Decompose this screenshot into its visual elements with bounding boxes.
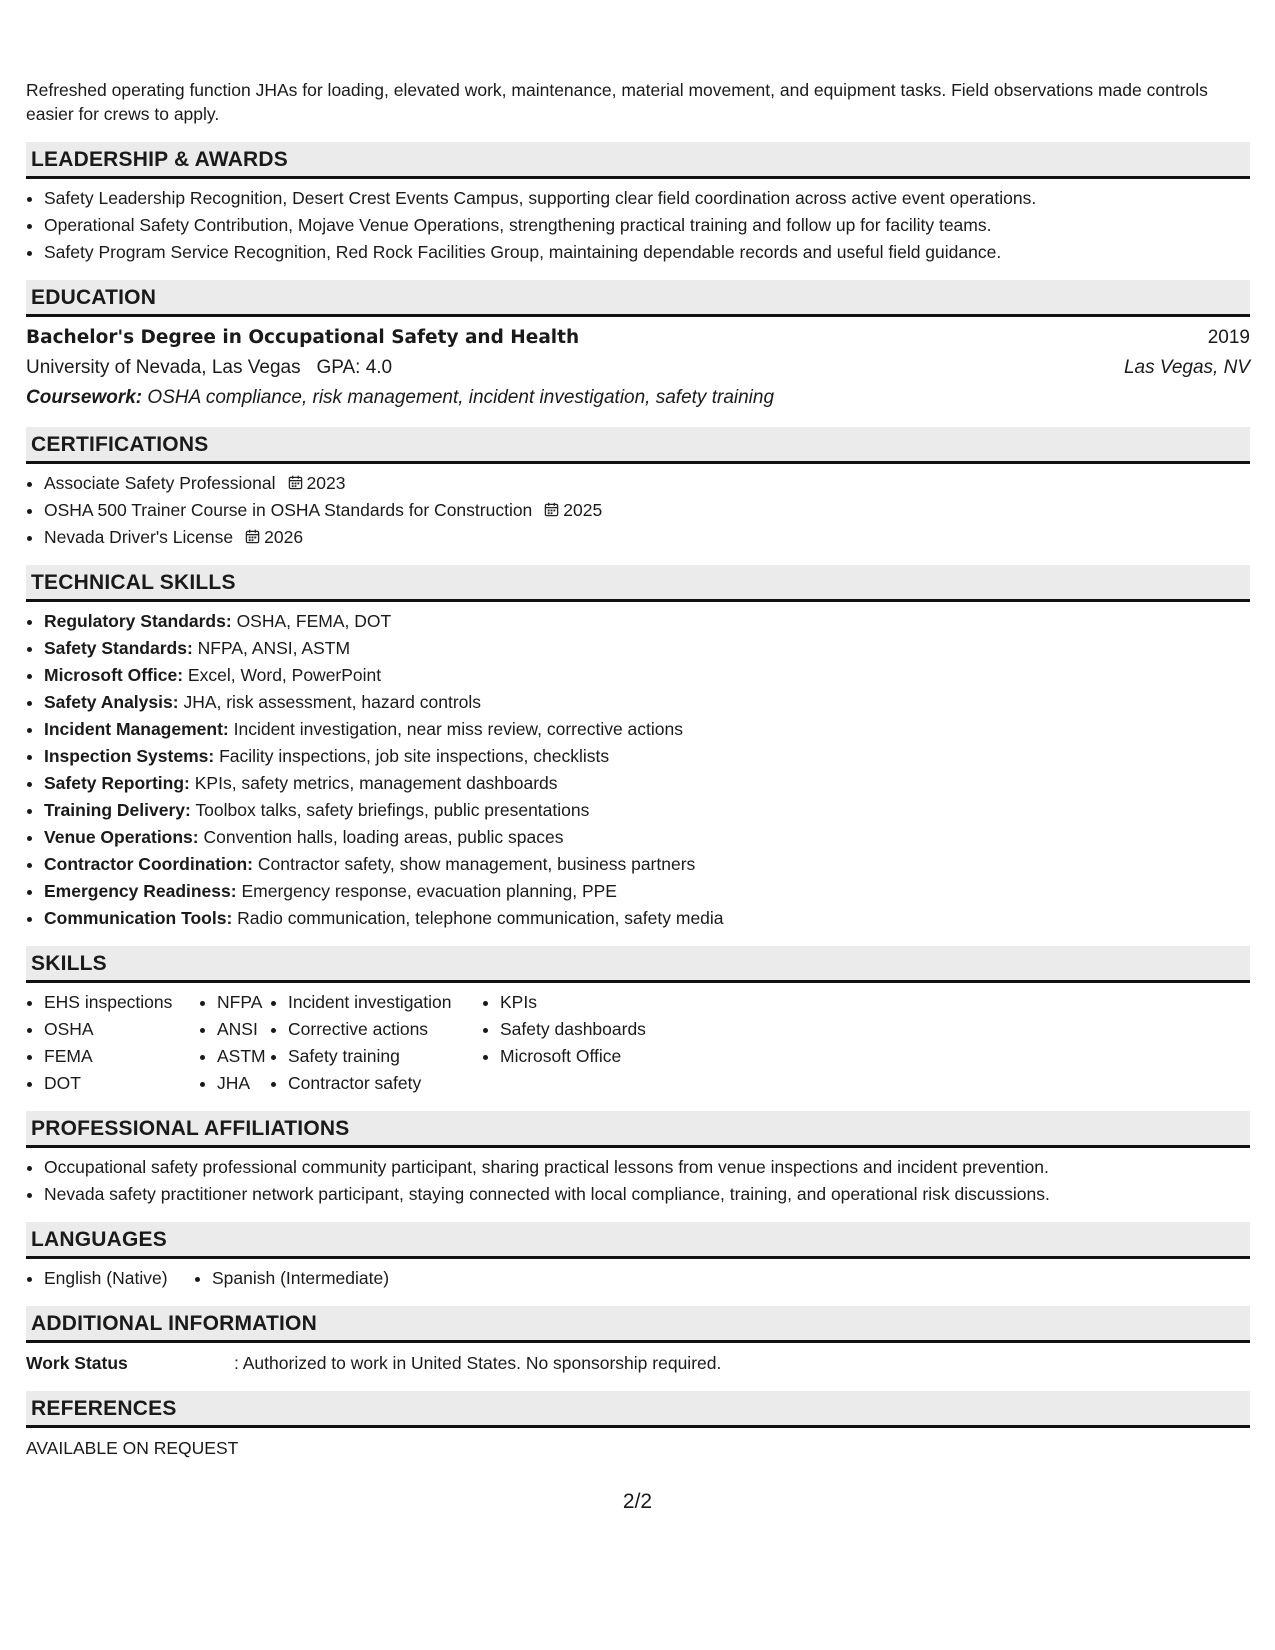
list-item: • Safety Leadership Recognition, Desert Crest Events Campus, supporting clear field coordination across active event operations. (44, 185, 1250, 212)
list-item: • ASTM (217, 1043, 270, 1070)
resume-page (26, 78, 1250, 1476)
skill-values: Toolbox talks, safety briefings, public presentations (195, 800, 590, 820)
technical-skills-list (26, 608, 1250, 932)
skill-category: Venue Operations: (44, 827, 199, 847)
certification-year: 2023 (306, 473, 346, 493)
list-item (44, 905, 1250, 932)
list-item: • FEMA (44, 1043, 199, 1070)
affiliations-list (26, 1154, 1250, 1208)
list-item: • Spanish (Intermediate) (212, 1265, 389, 1292)
list-item: • EHS inspections (44, 989, 199, 1016)
list-item (44, 770, 1250, 797)
coursework-text: OSHA compliance, risk management, incident investigation, safety training (147, 387, 775, 408)
skills-column (199, 989, 270, 1097)
list-item: • JHA (217, 1070, 270, 1097)
leadership-list (26, 185, 1250, 266)
skill-category: Safety Reporting: (44, 773, 190, 793)
section-heading: SKILLS (26, 946, 1250, 983)
skill-values: NFPA, ANSI, ASTM (197, 638, 351, 658)
skills-column (482, 989, 646, 1097)
degree-title: Bachelor's Degree in Occupational Safety and Health (26, 327, 580, 348)
calendar-icon (544, 502, 559, 517)
list-item: • Microsoft Office (500, 1043, 646, 1070)
skill-values: Excel, Word, PowerPoint (187, 665, 382, 685)
list-item (44, 635, 1250, 662)
certifications-list (26, 470, 1250, 551)
certification-year: 2025 (563, 500, 603, 520)
affiliations-section (26, 1111, 1250, 1208)
certification-name: OSHA 500 Trainer Course in OSHA Standards for Construction (44, 500, 533, 520)
school-name: University of Nevada, Las Vegas (26, 357, 301, 378)
skills-section (26, 946, 1250, 1097)
section-heading: PROFESSIONAL AFFILIATIONS (26, 1111, 1250, 1148)
skill-category: Inspection Systems: (44, 746, 215, 766)
skills-column (26, 989, 199, 1097)
certification-name: Nevada Driver's License (44, 527, 234, 547)
skills-column (270, 989, 482, 1097)
languages-column (194, 1265, 389, 1292)
skill-values: JHA, risk assessment, hazard controls (183, 692, 482, 712)
list-item (44, 497, 1250, 524)
skill-values: Convention halls, loading areas, public spaces (203, 827, 564, 847)
work-status-label: Work Status (26, 1353, 128, 1373)
skill-values: Facility inspections, job site inspections, checklists (219, 746, 610, 766)
list-item (44, 716, 1250, 743)
additional-info-section (26, 1306, 1250, 1377)
list-item (44, 608, 1250, 635)
education-degree-row (26, 323, 1250, 353)
school-location: Las Vegas, NV (1123, 357, 1250, 378)
education-section (26, 280, 1250, 413)
list-item: • Safety dashboards (500, 1016, 646, 1043)
intro-paragraph: Refreshed operating function JHAs for loading, elevated work, maintenance, material movement, and equipment tasks. Field observations made controls easier for crews to apply. (26, 80, 1208, 124)
skills-grid (26, 989, 1250, 1097)
languages-section (26, 1222, 1250, 1292)
section-heading: LANGUAGES (26, 1222, 1250, 1259)
list-item (44, 470, 1250, 497)
page-number: 2/2 (622, 1490, 653, 1513)
list-item (44, 662, 1250, 689)
coursework (26, 383, 774, 413)
skill-category: Microsoft Office: (44, 665, 184, 685)
skill-category: Emergency Readiness: (44, 881, 237, 901)
list-item: • DOT (44, 1070, 199, 1097)
section-heading: CERTIFICATIONS (26, 427, 1250, 464)
certification-year: 2026 (264, 527, 304, 547)
education-coursework-row (26, 383, 1250, 413)
list-item: • ANSI (217, 1016, 270, 1043)
section-heading: REFERENCES (26, 1391, 1250, 1428)
references-text: AVAILABLE ON REQUEST (26, 1438, 239, 1458)
list-item: • Safety training (288, 1043, 482, 1070)
list-item: • OSHA (44, 1016, 199, 1043)
certification-name: Associate Safety Professional (44, 473, 276, 493)
list-item: • Incident investigation (288, 989, 482, 1016)
leadership-section (26, 142, 1250, 266)
skill-category: Safety Standards: (44, 638, 193, 658)
list-item: • Operational Safety Contribution, Mojave Venue Operations, strengthening practical training and follow up for facility teams. (44, 212, 1250, 239)
skill-values: OSHA, FEMA, DOT (236, 611, 392, 631)
skill-values: KPIs, safety metrics, management dashboards (194, 773, 558, 793)
calendar-icon (245, 529, 260, 544)
coursework-label: Coursework: (26, 387, 143, 408)
skill-category: Regulatory Standards: (44, 611, 232, 631)
work-status-row (26, 1349, 1250, 1377)
gpa: GPA: 4.0 (316, 357, 393, 378)
skill-values: Incident investigation, near miss review, corrective actions (233, 719, 683, 739)
skill-values: Emergency response, evacuation planning, PPE (241, 881, 617, 901)
section-heading: ADDITIONAL INFORMATION (26, 1306, 1250, 1343)
list-item (44, 824, 1250, 851)
languages-row (26, 1265, 1250, 1292)
list-item: • Safety Program Service Recognition, Red Rock Facilities Group, maintaining dependable records and useful field guidance. (44, 239, 1250, 266)
skill-category: Incident Management: (44, 719, 229, 739)
section-heading: TECHNICAL SKILLS (26, 565, 1250, 602)
list-item: • Nevada safety practitioner network participant, staying connected with local compliance, training, and operational risk discussions. (44, 1181, 1250, 1208)
technical-skills-section (26, 565, 1250, 932)
work-status-value: : Authorized to work in United States. No sponsorship required. (234, 1353, 722, 1373)
skill-values: Contractor safety, show management, business partners (257, 854, 696, 874)
graduation-year: 2019 (1207, 327, 1250, 348)
education-school-row (26, 353, 1250, 383)
calendar-icon (288, 475, 303, 490)
list-item (44, 524, 1250, 551)
list-item (44, 851, 1250, 878)
list-item: • Corrective actions (288, 1016, 482, 1043)
list-item: • Occupational safety professional community participant, sharing practical lessons from venue inspections and incident prevention. (44, 1154, 1250, 1181)
list-item: • NFPA (217, 989, 270, 1016)
list-item: • English (Native) (44, 1265, 194, 1292)
section-heading: EDUCATION (26, 280, 1250, 317)
skill-category: Safety Analysis: (44, 692, 179, 712)
skill-values: Radio communication, telephone communication, safety media (237, 908, 724, 928)
list-item (44, 797, 1250, 824)
skill-category: Contractor Coordination: (44, 854, 254, 874)
list-item: • KPIs (500, 989, 646, 1016)
languages-column (26, 1265, 194, 1292)
section-heading: LEADERSHIP & AWARDS (26, 142, 1250, 179)
skill-category: Training Delivery: (44, 800, 191, 820)
school-info (26, 353, 392, 383)
certifications-section (26, 427, 1250, 551)
skill-category: Communication Tools: (44, 908, 233, 928)
list-item (44, 689, 1250, 716)
references-section (26, 1391, 1250, 1462)
list-item (44, 878, 1250, 905)
list-item: • Contractor safety (288, 1070, 482, 1097)
list-item (44, 743, 1250, 770)
